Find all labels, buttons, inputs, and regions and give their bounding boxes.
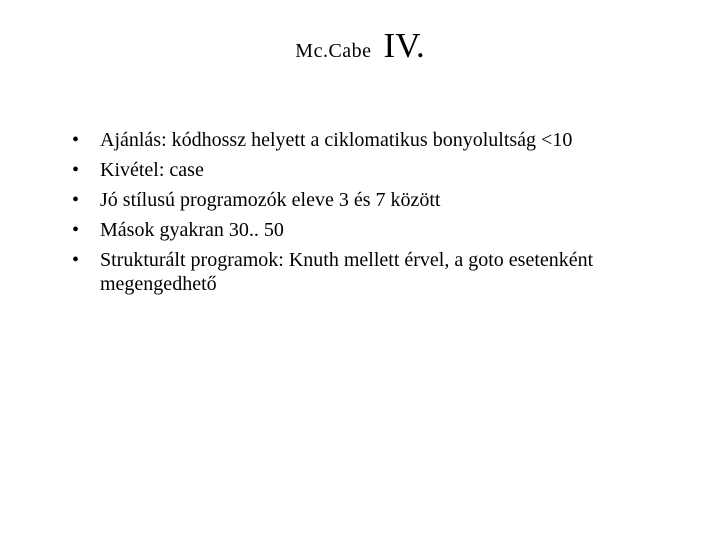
- list-item: [72, 188, 692, 212]
- title-text: Mc.Cabe: [295, 40, 372, 62]
- bullet-text: Mások gyakran 30.. 50: [100, 219, 284, 241]
- list-item: [72, 128, 692, 152]
- list-item: [72, 218, 692, 242]
- list-item: [72, 248, 692, 296]
- bullet-list: [72, 128, 692, 296]
- bullet-icon: •: [72, 219, 80, 241]
- bullet-icon: •: [72, 249, 80, 271]
- bullet-icon: •: [72, 159, 80, 181]
- slide-title: [0, 26, 720, 66]
- bullet-text: Jó stílusú programozók eleve 3 és 7 között: [100, 189, 441, 211]
- bullet-icon: •: [72, 189, 80, 211]
- bullet-icon: •: [72, 129, 80, 151]
- bullet-text: Strukturált programok: Knuth mellett érvel, a goto esetenként megengedhető: [100, 249, 594, 295]
- bullet-text: Kivétel: case: [100, 159, 204, 181]
- list-item: [72, 158, 692, 182]
- bullet-text: Ajánlás: kódhossz helyett a ciklomatikus bonyolultság <10: [100, 129, 573, 151]
- title-numeral: IV.: [383, 26, 425, 65]
